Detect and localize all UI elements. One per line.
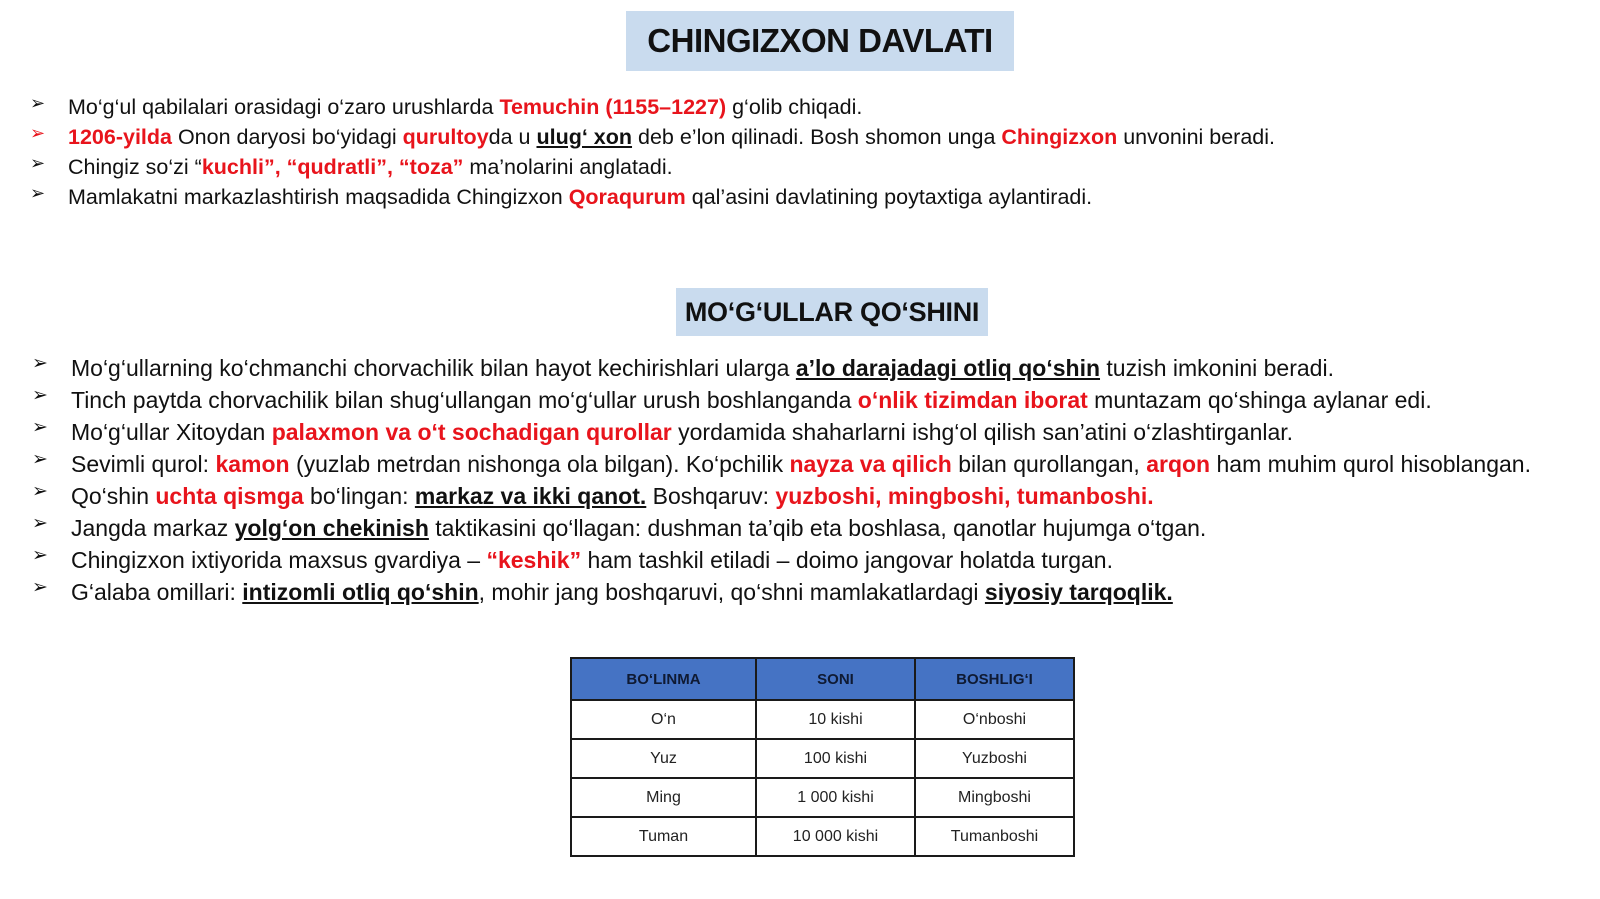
text-run: Sevimli qurol: — [71, 451, 216, 477]
table-cell: O‘nboshi — [915, 700, 1074, 739]
highlight-text: yuzboshi, mingboshi, tumanboshi. — [775, 483, 1154, 509]
bullet-text — [30, 92, 1430, 122]
table-header-row — [571, 658, 1074, 700]
table-row — [571, 739, 1074, 778]
bullet-item — [32, 512, 1562, 544]
table-row — [571, 817, 1074, 856]
bullet-item — [30, 122, 1430, 152]
bullet-item — [32, 448, 1562, 480]
text-run: g‘olib chiqadi. — [726, 95, 863, 119]
text-run: deb e’lon qilinadi. Bosh shomon unga — [632, 125, 1002, 149]
column-header-leader: BOSHLIG‘I — [915, 658, 1074, 700]
bullet-text — [32, 352, 1562, 384]
table-cell: Mingboshi — [915, 778, 1074, 817]
text-run: bilan qurollangan, — [951, 451, 1147, 477]
text-run: Mo‘g‘ullar Xitoydan — [71, 419, 272, 445]
text-run: unvonini beradi. — [1117, 125, 1276, 149]
underlined-text: markaz va ikki qanot. — [414, 483, 647, 509]
table-cell: 100 kishi — [756, 739, 915, 778]
bullet-item — [32, 576, 1562, 608]
text-run: Jangda markaz — [71, 515, 235, 541]
underlined-text: siyosiy tarqoqlik. — [984, 579, 1173, 605]
highlight-text: kuchli”, “qudratli”, “toza” — [201, 155, 464, 179]
highlight-text: Chingizxon — [1001, 125, 1118, 149]
army-bullet-list — [32, 352, 1562, 608]
highlight-text: arqon — [1146, 451, 1211, 477]
text-run: G‘alaba omillari: — [71, 579, 243, 605]
text-run: tuzish imkonini beradi. — [1100, 355, 1334, 381]
arrow-bullet-icon: ➢ — [30, 183, 46, 203]
underlined-text: yolg‘on chekinish — [234, 515, 429, 541]
text-run: ma’nolarini anglatadi. — [463, 155, 673, 179]
highlight-text: uchta qismga — [155, 483, 304, 509]
highlight-text: o‘nlik tizimdan iborat — [857, 387, 1088, 413]
text-run: bo‘lingan: — [303, 483, 415, 509]
highlight-text: nayza va qilich — [789, 451, 952, 477]
highlight-text: Qoraqurum — [568, 185, 686, 209]
column-header-count: SONI — [756, 658, 915, 700]
text-run: ham muhim qurol hisoblangan. — [1210, 451, 1531, 477]
table-cell: O‘n — [571, 700, 756, 739]
intro-bullet-list — [30, 92, 1430, 212]
text-run: (yuzlab metrdan nishonga ola bilgan). Ko‘pchilik — [289, 451, 790, 477]
text-run: muntazam qo‘shinga aylanar edi. — [1087, 387, 1432, 413]
page-title: CHINGIZXON DAVLATI — [626, 11, 1014, 71]
bullet-text — [32, 416, 1562, 448]
table-row — [571, 700, 1074, 739]
bullet-item — [30, 152, 1430, 182]
column-header-unit: BO‘LINMA — [571, 658, 756, 700]
arrow-bullet-icon: ➢ — [32, 481, 48, 502]
highlight-text: palaxmon va o‘t sochadigan qurollar — [271, 419, 672, 445]
text-run: Onon daryosi bo‘yidagi — [171, 125, 403, 149]
arrow-bullet-icon: ➢ — [32, 545, 48, 566]
arrow-bullet-icon: ➢ — [32, 449, 48, 470]
bullet-item — [30, 182, 1430, 212]
text-run: da u — [488, 125, 537, 149]
highlight-text: kamon — [215, 451, 290, 477]
underlined-text: a’lo darajadagi otliq qo‘shin — [795, 355, 1101, 381]
text-run: Qo‘shin — [71, 483, 156, 509]
bullet-item — [30, 92, 1430, 122]
text-run: Chingiz so‘zi “ — [68, 155, 202, 179]
bullet-text — [30, 122, 1430, 152]
arrow-bullet-icon: ➢ — [30, 93, 46, 113]
bullet-item — [32, 416, 1562, 448]
bullet-text — [32, 448, 1562, 480]
table-cell: Tuman — [571, 817, 756, 856]
bullet-item — [32, 352, 1562, 384]
table-cell: Tumanboshi — [915, 817, 1074, 856]
text-run: , mohir jang boshqaruvi, qo‘shni mamlakatlardagi — [478, 579, 985, 605]
highlight-text: qurultoy — [402, 125, 489, 149]
text-run: Chingizxon ixtiyorida maxsus gvardiya – — [71, 547, 487, 573]
table-row — [571, 778, 1074, 817]
text-run: Mo‘g‘ul qabilalari orasidagi o‘zaro urushlarda — [68, 95, 500, 119]
section-title: MO‘G‘ULLAR QO‘SHINI — [676, 288, 988, 336]
table-cell: Yuzboshi — [915, 739, 1074, 778]
bullet-text — [32, 512, 1562, 544]
table-cell: 10 kishi — [756, 700, 915, 739]
army-units-table — [570, 657, 1075, 857]
text-run: taktikasini qo‘llagan: dushman ta’qib eta boshlasa, qanotlar hujumga o‘tgan. — [428, 515, 1207, 541]
text-run: Mo‘g‘ullarning ko‘chmanchi chorvachilik bilan hayot kechirishlari ularga — [71, 355, 796, 381]
arrow-bullet-icon: ➢ — [30, 153, 46, 173]
highlight-text: Temuchin (1155–1227) — [499, 95, 727, 119]
bullet-text — [30, 152, 1430, 182]
arrow-bullet-icon: ➢ — [32, 385, 48, 406]
arrow-bullet-icon: ➢ — [32, 353, 48, 374]
bullet-text — [32, 576, 1562, 608]
arrow-bullet-icon: ➢ — [32, 513, 48, 534]
underlined-text: intizomli otliq qo‘shin — [242, 579, 479, 605]
arrow-bullet-icon: ➢ — [32, 577, 48, 598]
bullet-text — [32, 544, 1562, 576]
bullet-text — [30, 182, 1430, 212]
highlight-text: 1206-yilda — [68, 125, 172, 149]
underlined-text: ulug‘ xon — [536, 125, 633, 149]
bullet-text — [32, 480, 1562, 512]
bullet-item — [32, 544, 1562, 576]
text-run: Boshqaruv: — [646, 483, 776, 509]
text-run: yordamida shaharlarni ishg‘ol qilish san’atini o‘zlashtirganlar. — [671, 419, 1294, 445]
table-cell: Ming — [571, 778, 756, 817]
table-cell: Yuz — [571, 739, 756, 778]
table-cell: 1 000 kishi — [756, 778, 915, 817]
text-run: ham tashkil etiladi – doimo jangovar holatda turgan. — [581, 547, 1113, 573]
table-cell: 10 000 kishi — [756, 817, 915, 856]
bullet-item — [32, 384, 1562, 416]
arrow-bullet-icon: ➢ — [30, 123, 46, 143]
text-run: Mamlakatni markazlashtirish maqsadida Chingizxon — [68, 185, 569, 209]
arrow-bullet-icon: ➢ — [32, 417, 48, 438]
bullet-text — [32, 384, 1562, 416]
text-run: Tinch paytda chorvachilik bilan shug‘ullangan mo‘g‘ullar urush boshlanganda — [71, 387, 858, 413]
highlight-text: “keshik” — [486, 547, 582, 573]
text-run: qal’asini davlatining poytaxtiga aylantiradi. — [685, 185, 1093, 209]
bullet-item — [32, 480, 1562, 512]
